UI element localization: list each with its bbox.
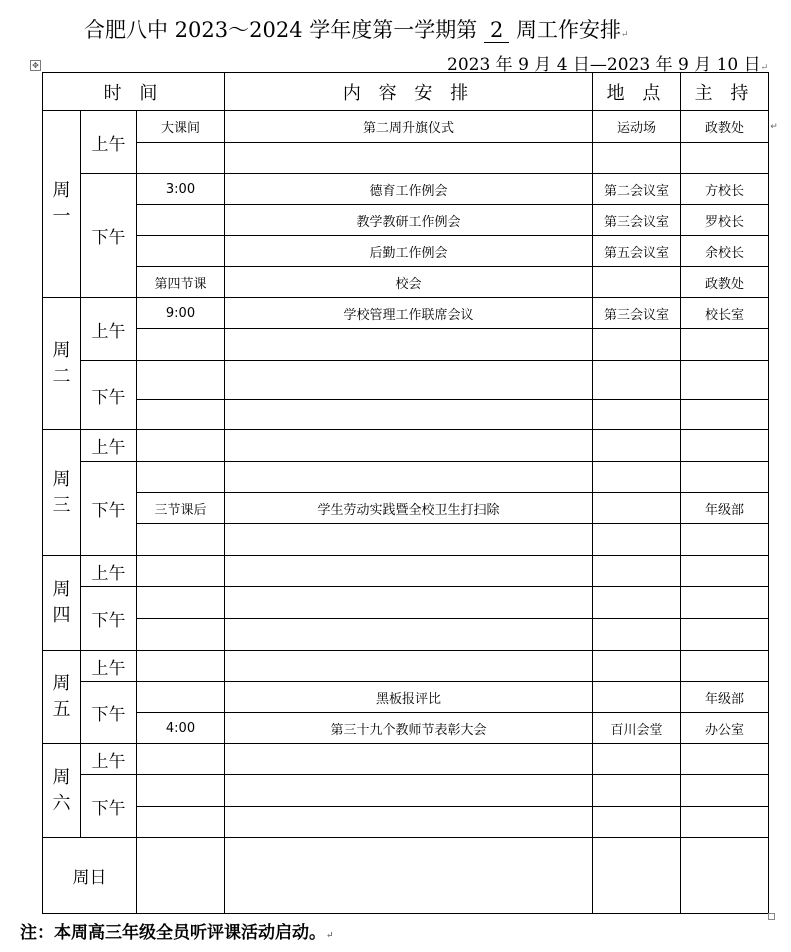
content-cell: 后勤工作例会 xyxy=(225,236,593,267)
empty-cell xyxy=(593,462,681,493)
day-monday: 周 一 xyxy=(43,111,81,298)
table-row xyxy=(43,682,769,713)
empty-cell xyxy=(681,651,769,682)
table-row xyxy=(43,329,769,361)
date-range-text: 2023 年 9 月 4 日—2023 年 9 月 10 日 xyxy=(447,55,761,75)
place-cell: 第三会议室 xyxy=(593,205,681,236)
table-row xyxy=(43,619,769,651)
table-row xyxy=(43,174,769,205)
empty-cell xyxy=(593,775,681,807)
content-cell: 第三十九个教师节表彰大会 xyxy=(225,713,593,744)
empty-cell xyxy=(593,744,681,775)
empty-cell xyxy=(593,807,681,838)
empty-cell xyxy=(137,462,225,493)
empty-cell xyxy=(225,462,593,493)
empty-cell xyxy=(137,400,225,430)
empty-cell xyxy=(593,651,681,682)
empty-cell xyxy=(681,744,769,775)
period-am: 上午 xyxy=(81,556,137,587)
header-content: 内 容 安 排 xyxy=(225,73,593,111)
period-pm: 下午 xyxy=(81,775,137,838)
host-cell: 余校长 xyxy=(681,236,769,267)
empty-cell xyxy=(225,587,593,619)
day-tuesday: 周 二 xyxy=(43,298,81,430)
content-cell: 校会 xyxy=(225,267,593,298)
table-row xyxy=(43,838,769,914)
header-time: 时 间 xyxy=(43,73,225,111)
empty-cell xyxy=(593,430,681,462)
empty-cell xyxy=(137,619,225,651)
table-row xyxy=(43,775,769,807)
table-row xyxy=(43,111,769,143)
table-row xyxy=(43,651,769,682)
time-cell xyxy=(137,205,225,236)
date-range: 2023 年 9 月 4 日—2023 年 9 月 10 日↵ xyxy=(447,55,769,75)
empty-cell xyxy=(225,524,593,556)
empty-cell xyxy=(681,587,769,619)
time-cell: 3:00 xyxy=(137,174,225,205)
host-cell: 年级部 xyxy=(681,682,769,713)
period-am: 上午 xyxy=(81,298,137,361)
table-row xyxy=(43,493,769,524)
table-row xyxy=(43,361,769,400)
empty-cell xyxy=(681,143,769,174)
empty-cell xyxy=(225,619,593,651)
period-pm: 下午 xyxy=(81,682,137,744)
table-row xyxy=(43,587,769,619)
document-title: 合肥八中 2023～2024 学年度第一学期第 2 周工作安排↵ xyxy=(84,18,629,42)
content-cell: 第二周升旗仪式 xyxy=(225,111,593,143)
empty-cell xyxy=(593,838,681,914)
empty-cell xyxy=(137,556,225,587)
empty-cell xyxy=(225,807,593,838)
table-move-handle-icon[interactable]: ✥ xyxy=(30,60,41,71)
empty-cell xyxy=(593,400,681,430)
day-sunday: 周日 xyxy=(43,838,137,914)
host-cell: 方校长 xyxy=(681,174,769,205)
empty-cell xyxy=(137,587,225,619)
place-cell: 第二会议室 xyxy=(593,174,681,205)
period-pm: 下午 xyxy=(81,462,137,556)
place-cell xyxy=(593,267,681,298)
time-cell: 三节课后 xyxy=(137,493,225,524)
empty-cell xyxy=(225,556,593,587)
place-cell: 第五会议室 xyxy=(593,236,681,267)
period-am: 上午 xyxy=(81,111,137,174)
header-host: 主 持 xyxy=(681,73,769,111)
empty-cell xyxy=(225,838,593,914)
empty-cell xyxy=(593,587,681,619)
empty-cell xyxy=(225,651,593,682)
place-cell xyxy=(593,682,681,713)
empty-cell xyxy=(137,361,225,400)
host-cell: 罗校长 xyxy=(681,205,769,236)
place-cell xyxy=(593,493,681,524)
empty-cell xyxy=(225,361,593,400)
table-row xyxy=(43,236,769,267)
time-cell xyxy=(137,682,225,713)
empty-cell xyxy=(681,462,769,493)
empty-cell xyxy=(681,619,769,651)
place-cell: 百川会堂 xyxy=(593,713,681,744)
empty-cell xyxy=(681,329,769,361)
empty-cell xyxy=(137,807,225,838)
title-prefix: 合肥八中 2023～2024 学年度第一学期第 xyxy=(84,18,478,42)
empty-cell xyxy=(225,329,593,361)
empty-cell xyxy=(137,651,225,682)
day-thursday: 周 四 xyxy=(43,556,81,651)
time-cell xyxy=(137,236,225,267)
empty-cell xyxy=(137,143,225,174)
empty-cell xyxy=(137,430,225,462)
empty-cell xyxy=(681,556,769,587)
day-wednesday: 周 三 xyxy=(43,430,81,556)
place-cell: 运动场 xyxy=(593,111,681,143)
empty-cell xyxy=(593,556,681,587)
schedule-table xyxy=(42,72,769,914)
empty-cell xyxy=(225,775,593,807)
table-row xyxy=(43,400,769,430)
period-am: 上午 xyxy=(81,744,137,775)
empty-cell xyxy=(225,400,593,430)
period-am: 上午 xyxy=(81,651,137,682)
empty-cell xyxy=(137,838,225,914)
host-cell: 年级部 xyxy=(681,493,769,524)
empty-cell xyxy=(681,400,769,430)
day-saturday: 周 六 xyxy=(43,744,81,838)
host-cell: 办公室 xyxy=(681,713,769,744)
header-place: 地 点 xyxy=(593,73,681,111)
table-header-row xyxy=(43,73,769,111)
table-row xyxy=(43,298,769,329)
row-end-mark: ↵ xyxy=(770,122,778,132)
time-cell: 9:00 xyxy=(137,298,225,329)
title-suffix: 周工作安排 xyxy=(516,18,621,42)
period-pm: 下午 xyxy=(81,587,137,651)
empty-cell xyxy=(225,744,593,775)
table-row xyxy=(43,556,769,587)
empty-cell xyxy=(681,775,769,807)
time-cell: 第四节课 xyxy=(137,267,225,298)
table-row xyxy=(43,267,769,298)
content-cell: 教学教研工作例会 xyxy=(225,205,593,236)
period-am: 上午 xyxy=(81,430,137,462)
table-row xyxy=(43,807,769,838)
empty-cell xyxy=(225,430,593,462)
place-cell: 第三会议室 xyxy=(593,298,681,329)
table-row xyxy=(43,713,769,744)
empty-cell xyxy=(593,329,681,361)
empty-cell xyxy=(681,361,769,400)
time-cell: 4:00 xyxy=(137,713,225,744)
content-cell: 黑板报评比 xyxy=(225,682,593,713)
content-cell: 学校管理工作联席会议 xyxy=(225,298,593,329)
empty-cell xyxy=(137,329,225,361)
empty-cell xyxy=(137,524,225,556)
table-row xyxy=(43,143,769,174)
host-cell: 政教处 xyxy=(681,111,769,143)
empty-cell xyxy=(137,775,225,807)
empty-cell xyxy=(593,361,681,400)
footnote: 注：本周高三年级全员听评课活动启动。↵ xyxy=(20,923,334,943)
table-row xyxy=(43,430,769,462)
content-cell: 德育工作例会 xyxy=(225,174,593,205)
empty-cell xyxy=(681,524,769,556)
empty-cell xyxy=(593,619,681,651)
host-cell: 政教处 xyxy=(681,267,769,298)
empty-cell xyxy=(137,744,225,775)
empty-cell xyxy=(593,143,681,174)
week-number: 2 xyxy=(484,18,509,43)
table-row xyxy=(43,462,769,493)
empty-cell xyxy=(225,143,593,174)
period-pm: 下午 xyxy=(81,361,137,430)
content-cell: 学生劳动实践暨全校卫生打扫除 xyxy=(225,493,593,524)
table-row xyxy=(43,744,769,775)
host-cell: 校长室 xyxy=(681,298,769,329)
period-pm: 下午 xyxy=(81,174,137,298)
footnote-text: 注：本周高三年级全员听评课活动启动。 xyxy=(20,923,326,943)
empty-cell xyxy=(593,524,681,556)
table-resize-handle[interactable] xyxy=(768,913,775,920)
empty-cell xyxy=(681,838,769,914)
time-cell: 大课间 xyxy=(137,111,225,143)
table-row xyxy=(43,205,769,236)
empty-cell xyxy=(681,430,769,462)
empty-cell xyxy=(681,807,769,838)
day-friday: 周 五 xyxy=(43,651,81,744)
table-row xyxy=(43,524,769,556)
